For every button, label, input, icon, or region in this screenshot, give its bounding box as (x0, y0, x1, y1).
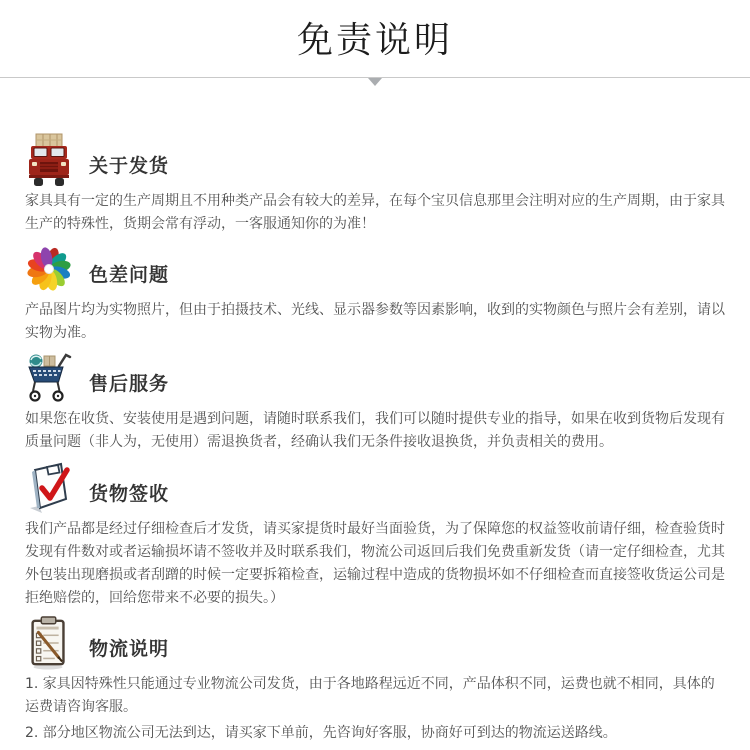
header-divider (0, 77, 750, 89)
section-after-sales-header (25, 351, 725, 405)
section-logistics-heading: 物流说明 (89, 637, 170, 660)
section-receipt-header (25, 461, 725, 515)
section-receipt-heading: 货物签收 (89, 482, 170, 505)
disclaimer-content (0, 89, 750, 745)
color-flower-icon (25, 242, 73, 296)
page-title: 免责说明 (296, 20, 453, 61)
section-color-header (25, 242, 725, 296)
section-shipping-heading: 关于发货 (89, 155, 170, 177)
section-shipping-header (25, 133, 725, 187)
delivery-truck-icon (25, 133, 73, 187)
section-color-heading: 色差问题 (89, 264, 170, 287)
section-logistics-line-1: 1. 家具因特殊性只能通过专业物流公司发货，由于各地路程远近不同，产品体积不同，运费也就不相同，具体的运费请咨询客服。 (25, 675, 715, 716)
chevron-down-icon (368, 78, 382, 86)
section-logistics (25, 616, 725, 745)
clipboard-pen-icon (25, 616, 73, 670)
section-logistics-line-2: 2. 部分地区物流公司无法到达，请买家下单前，先咨询好客服，协商好可到达的物流运送路线。 (25, 725, 617, 742)
shopping-cart-icon (25, 351, 73, 405)
section-after-sales-body: 如果您在收货、安装使用是遇到问题，请随时联系我们，我们可以随时提供专业的指导，如果在收到货物后发现有质量问题（非人为，无使用）需退换货者，经确认我们无条件接收退换货，并负责相关的费用。 (25, 411, 725, 451)
section-after-sales-heading: 售后服务 (89, 373, 170, 396)
page-header (0, 0, 750, 89)
section-after-sales (25, 351, 725, 454)
section-color-difference (25, 242, 725, 345)
section-shipping (25, 133, 725, 236)
section-color-body: 产品图片均为实物照片，但由于拍摄技术、光线、显示器参数等因素影响，收到的实物颜色与照片会有差别，请以实物为准。 (25, 302, 725, 342)
checkmark-notepad-icon (25, 461, 73, 515)
section-shipping-body: 家具具有一定的生产周期且不用种类产品会有较大的差异，在每个宝贝信息那里会注明对应的生产周期，由于家具生产的特殊性，货期会常有浮动，一客服通知你的为准！ (25, 193, 725, 233)
section-receipt-body: 我们产品都是经过仔细检查后才发货，请买家提货时最好当面验货，为了保障您的权益签收前请仔细，检查验货时发现有件数对或者运输损坏请不签收并及时联系我们，物流公司返回后我们免费重新发货（请一定仔细检查，尤其外包装出现磨损或者刮蹭的时候一定要拆箱检查，运输过程中造成的货物损坏如不仔细检查而直接签收货运公司是拒绝赔偿的，回给您带来不必要的损失。） (25, 520, 725, 606)
section-goods-receipt (25, 461, 725, 610)
section-logistics-header (25, 616, 725, 670)
